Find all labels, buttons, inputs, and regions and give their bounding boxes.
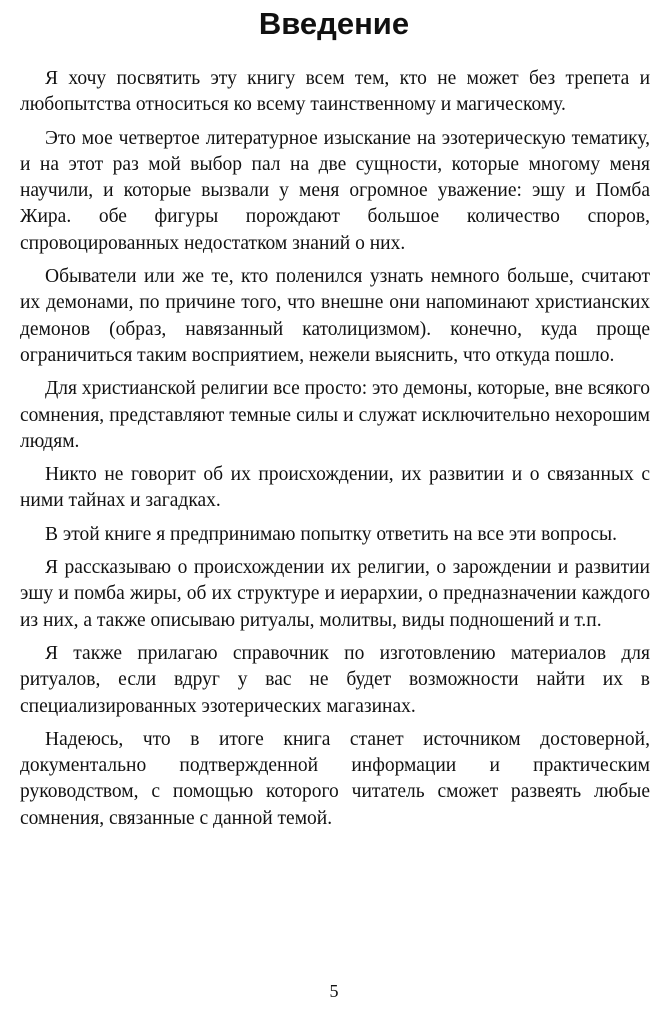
paragraph-2: Это мое четвертое литературное изыскание на эзотерическую тематику, и на этот раз мой выбор пал на две сущности, которые многому меня научили, и которые вызвали у меня огромное уважение: эшу и Помба Жира. обе фигуры порождают большое количество споров, спровоцированных недостатком знаний о них. xyxy=(20,127,650,254)
paragraph-4: Для христианской религии все просто: это демоны, которые, вне всякого сомнения, представляют темные силы и служат исключительно нехорошим людям. xyxy=(20,378,650,452)
page-number: 5 xyxy=(329,981,339,1001)
paragraph-7: Я рассказываю о происхождении их религии, о зарождении и развитии эшу и помба жиры, об их структуре и иерархии, о предназначении каждого из них, а также описываю ритуалы, молитвы, виды подношений и т.п. xyxy=(20,557,650,631)
paragraph-3: Обыватели или же те, кто поленился узнать немного больше, считают их демонами, по причине того, что внешне они напоминают христианских демонов (образ, навязанный католицизмом). конечно, куда проще ограничиться таким восприятием, нежели выяснить, что откуда пошло. xyxy=(20,266,650,366)
chapter-body xyxy=(20,66,650,839)
chapter-title: Введение xyxy=(258,6,410,41)
paragraph-8: Я также прилагаю справочник по изготовлению материалов для ритуалов, если вдруг у вас не будет возможности найти их в специализированных эзотерических магазинах. xyxy=(20,642,650,717)
paragraph-9: Надеюсь, что в итоге книга станет источником достоверной, документально подтвержденной информации и практическим руководством, с помощью которого читатель сможет развеять любые сомнения, связанные с данной темой. xyxy=(20,728,650,829)
paragraph-6: В этой книге я предпринимаю попытку ответить на все эти вопросы. xyxy=(45,523,617,545)
paragraph-1: Я хочу посвятить эту книгу всем тем, кто не может без трепета и любопытства относиться ко всему таинственному и магическому. xyxy=(20,68,650,116)
paragraph-5: Никто не говорит об их происхождении, их развитии и о связанных с ними тайнах и загадках. xyxy=(20,464,650,512)
